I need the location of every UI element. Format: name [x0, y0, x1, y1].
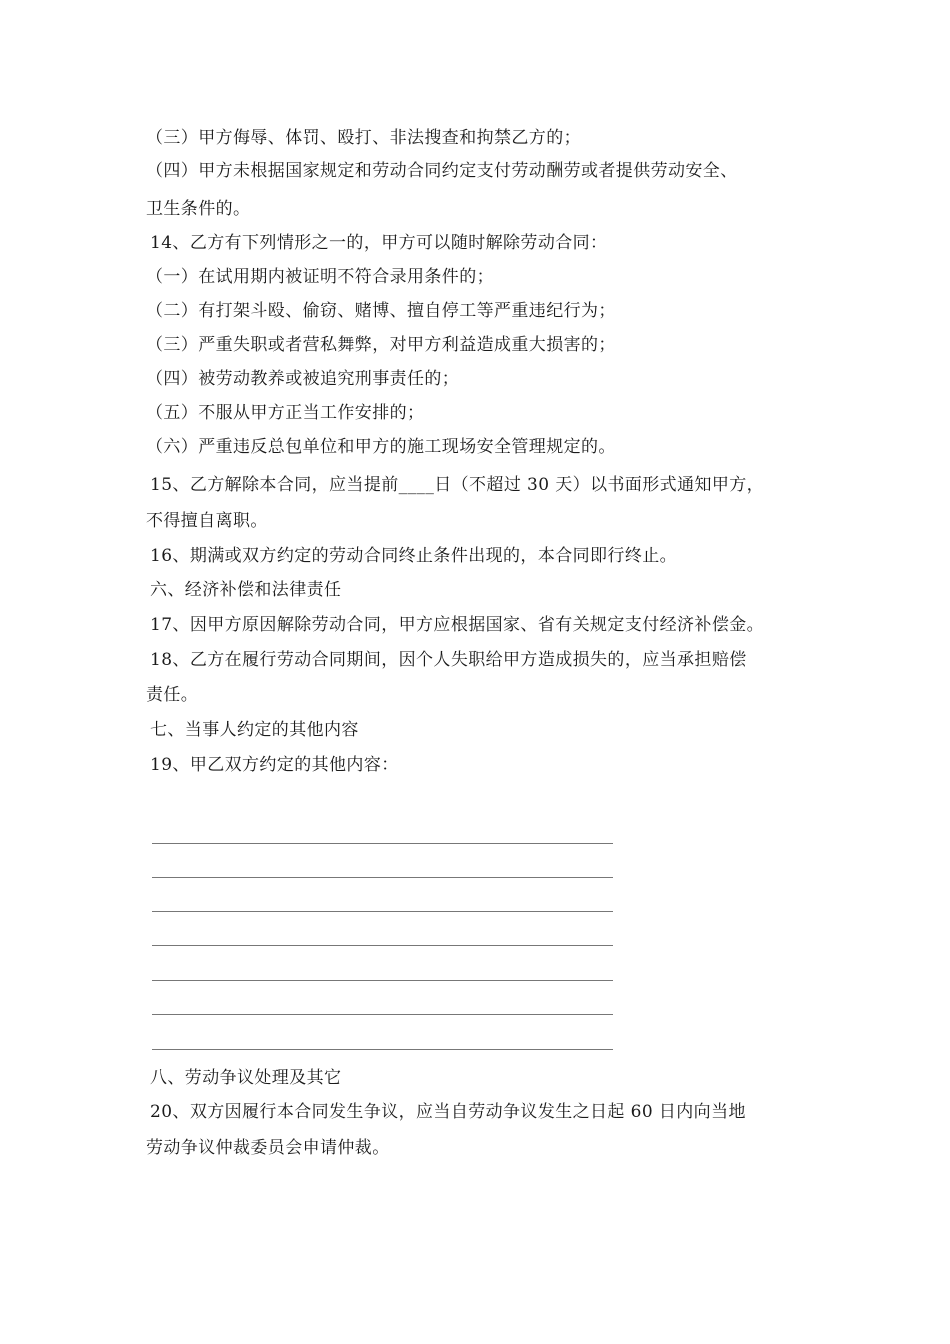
section-heading: 七、当事人约定的其他内容 [150, 720, 359, 740]
clause-line: 14、乙方有下列情形之一的，甲方可以随时解除劳动合同： [150, 233, 608, 253]
blank-line [152, 1049, 613, 1050]
blank-line [152, 911, 613, 912]
clause-line: 19、甲乙双方约定的其他内容： [150, 755, 399, 775]
blank-line [152, 1014, 613, 1015]
clause-line: 不得擅自离职。 [146, 511, 268, 531]
clause-line: （三）甲方侮辱、体罚、殴打、非法搜查和拘禁乙方的； [146, 128, 581, 148]
clause-line: （六）严重违反总包单位和甲方的施工现场安全管理规定的。 [146, 437, 616, 457]
clause-line: 责任。 [146, 685, 199, 705]
blank-line [152, 843, 613, 844]
clause-line: （二）有打架斗殴、偷窃、赌博、擅自停工等严重违纪行为； [146, 301, 616, 321]
clause-line: 18、乙方在履行劳动合同期间，因个人失职给甲方造成损失的，应当承担赔偿 [150, 650, 747, 670]
clause-line: （四）被劳动教养或被追究刑事责任的； [146, 369, 460, 389]
clause-line: 20、双方因履行本合同发生争议，应当自劳动争议发生之日起 60 日内向当地 [150, 1102, 746, 1122]
clause-line: （三）严重失职或者营私舞弊，对甲方利益造成重大损害的； [146, 335, 616, 355]
clause-line: 15、乙方解除本合同，应当提前____日（不超过 30 天）以书面形式通知甲方， [150, 475, 765, 495]
clause-line: （一）在试用期内被证明不符合录用条件的； [146, 267, 494, 287]
clause-line: （四）甲方未根据国家规定和劳动合同约定支付劳动酬劳或者提供劳动安全、 [146, 161, 738, 181]
blank-line [152, 980, 613, 981]
clause-line: （五）不服从甲方正当工作安排的； [146, 403, 425, 423]
section-heading: 八、劳动争议处理及其它 [150, 1068, 342, 1088]
blank-line [152, 945, 613, 946]
section-heading: 六、经济补偿和法律责任 [150, 580, 342, 600]
clause-line: 卫生条件的。 [146, 199, 251, 219]
clause-line: 16、期满或双方约定的劳动合同终止条件出现的，本合同即行终止。 [150, 546, 678, 566]
clause-line: 劳动争议仲裁委员会申请仲裁。 [146, 1138, 390, 1158]
clause-line: 17、因甲方原因解除劳动合同，甲方应根据国家、省有关规定支付经济补偿金。 [150, 615, 765, 635]
blank-line [152, 877, 613, 878]
